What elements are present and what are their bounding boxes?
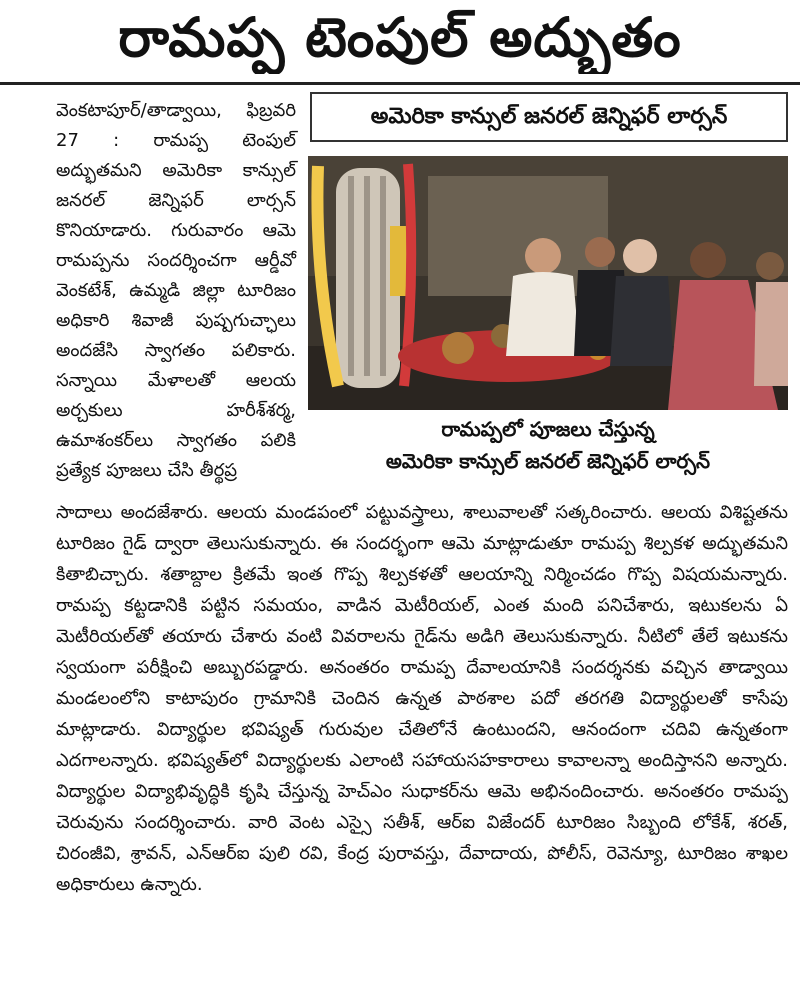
person-head-3 <box>623 239 657 273</box>
article-body <box>56 497 788 900</box>
person-head-2 <box>585 237 615 267</box>
person-body-3 <box>610 276 674 366</box>
headline-divider <box>0 82 800 85</box>
person-body-5 <box>754 282 788 386</box>
photo-caption <box>308 413 788 477</box>
person-head-1 <box>525 238 561 274</box>
subhead-box: అమెరికా కాన్సుల్ జనరల్ జెన్నిఫర్ లార్సన్ <box>310 92 788 142</box>
caption-line-1: రామప్పలో పూజలు చేస్తున్న <box>441 417 655 441</box>
person-head-4 <box>690 242 726 278</box>
temple-ritual-photo <box>308 156 788 410</box>
brass-pot <box>442 332 474 364</box>
person-body-1 <box>506 272 580 356</box>
dateline: వెంకటాపూర్/తాడ్వాయి, ఫిబ్రవరి 27 : <box>56 100 296 151</box>
article-intro: రామప్ప టెంపుల్ అద్భుతమని అమెరికా కాన్సుల్ జనరల్ జెన్నిఫర్ లార్సన్ కొనియాడారు. గురువారం ఆమె రామప్పను సందర్శించగా ఆర్డీవో వెంకటేశ్, ఉమ్మడి జిల్లా టూరిజం అధికారి శివాజీ పుష్పగుచ్ఛాలు అందజేసి స్వాగతం పలికారు. సన్నాయి మేళాలతో ఆలయ అర్చకులు హరీశ్‌శర్మ, ఉమాశంకర్‌లు స్వాగతం పలికి ప్రత్యేక పూజలు చేసి తీర్థప్ర <box>56 130 296 481</box>
article-intro-column <box>56 96 296 486</box>
article-body-text: సాదాలు అందజేశారు. ఆలయ మండపంలో పట్టువస్త్రాలు, శాలువాలతో సత్కరించారు. ఆలయ విశిష్టతను టూరిజం గైడ్ ద్వారా తెలుసుకున్నారు. ఈ సందర్భంగా ఆమె మాట్లాడుతూ రామప్ప శిల్పకళ అద్భుతమని కితాబిచ్చారు. శతాబ్దాల క్రితమే ఇంత గొప్ప శిల్పకళతో ఆలయాన్ని నిర్మించడం గొప్ప విషయమన్నారు. రామప్ప కట్టడానికి పట్టిన సమయం, వాడిన మెటీరియల్, ఎంత మంది పనిచేశారు, ఇటుకలను ఏ మెటీరియల్‌తో తయారు చేశారు వంటి వివరాలను గైడ్‌ను అడిగి తెలుసుకున్నారు. నీటిలో తేలే ఇటుకను స్వయంగా పరీక్షించి అబ్బురపడ్డారు. అనంతరం రామప్ప దేవాలయానికి సందర్శనకు వచ్చిన తాడ్వాయి మండలంలోని కాటాపురం గ్రామానికి చెందిన ఉన్నత పాఠశాల పదో తరగతి విద్యార్థులతో కాసేపు మాట్లాడారు. విద్యార్థుల భవిష్యత్ గురువుల చేతిలోనే ఉంటుందని, ఆనందంగా చదివి ఉన్నతంగా ఎదగాలన్నారు. భవిష్యత్‌లో విద్యార్థులకు ఎలాంటి సహాయసహకారాలు కావాలన్నా అందిస్తానని అన్నారు. విద్యార్థుల విద్యాభివృద్ధికి కృషి చేస్తున్న హెచ్ఎం సుధాకర్‌ను ఆమె అభినందించారు. అనంతరం రామప్ప చెరువును సందర్శించారు. వారి వెంట ఎస్సై సతీశ్, ఆర్ఐ విజేందర్ టూరిజం సిబ్బంది లోకేశ్, శరత్, చిరంజీవి, శ్రావన్, ఎన్ఆర్ఐ పులి రవి, కేంద్ర పురావస్తు, దేవాదాయ, పోలీస్, రెవెన్యూ, టూరిజం శాఖల అధికారులు ఉన్నారు. <box>56 502 788 895</box>
caption-line-2: అమెరికా కాన్సుల్ జనరల్ జెన్నిఫర్ లార్సన్ <box>385 449 711 473</box>
headline: రామప్ప టెంపుల్ అద్భుతం <box>118 6 682 69</box>
person-head-5 <box>756 252 784 280</box>
news-photo <box>308 156 788 410</box>
